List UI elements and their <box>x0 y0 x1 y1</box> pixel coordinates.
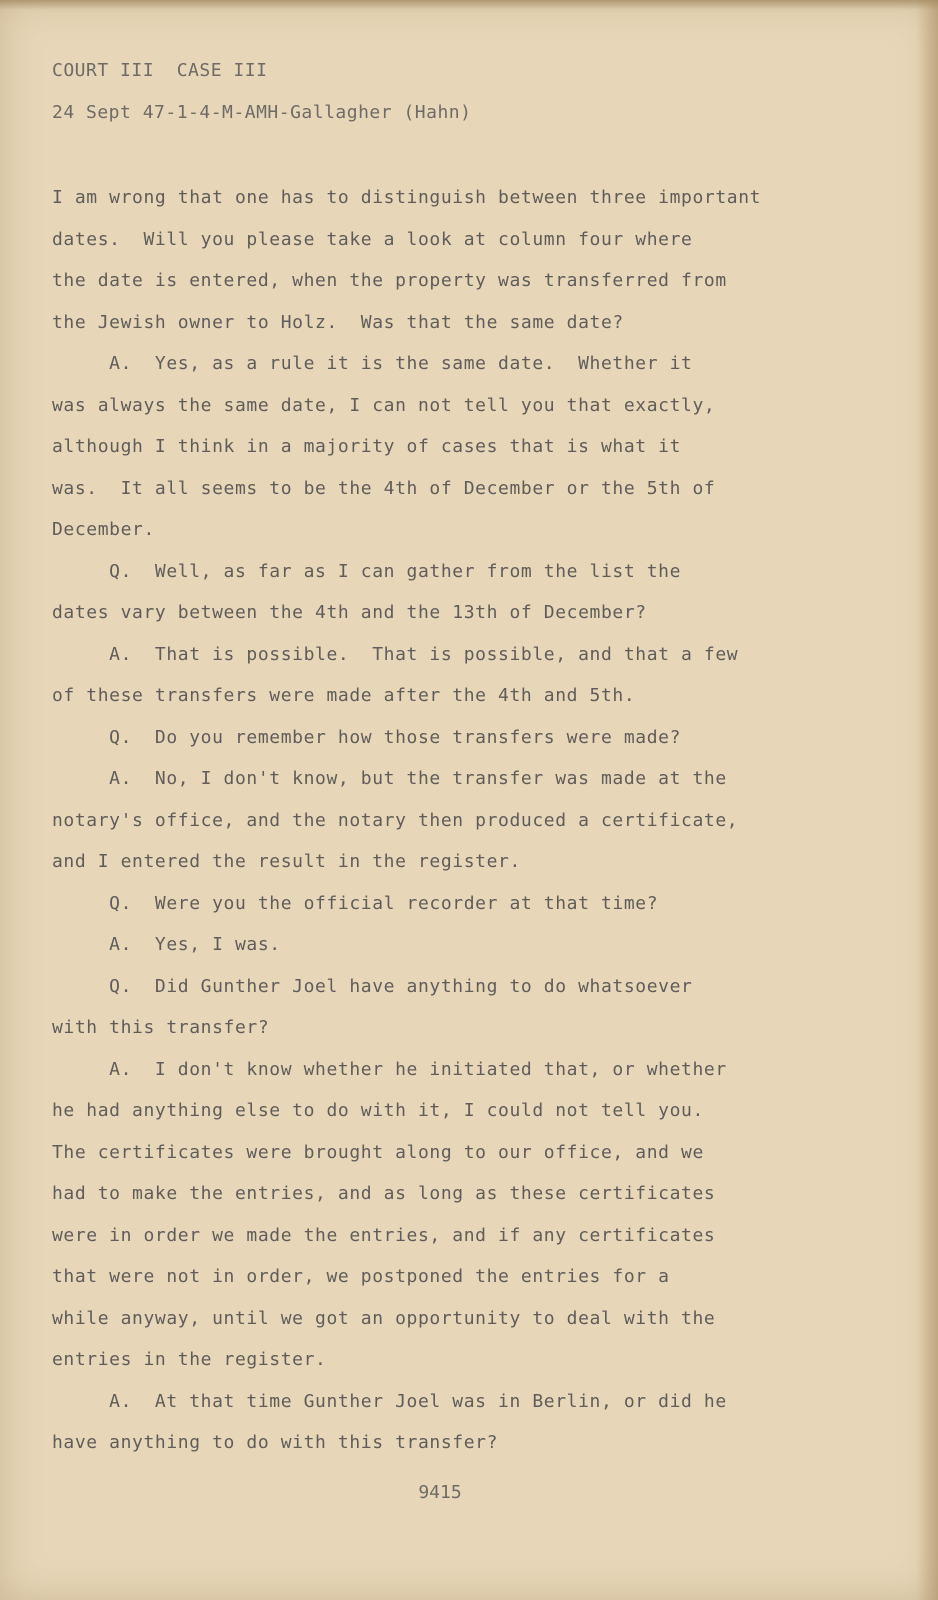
transcript-line: were in order we made the entries, and if any certificates <box>52 1224 716 1246</box>
transcript-line: A. At that time Gunther Joel was in Berlin, or did he <box>52 1390 727 1412</box>
transcript-line: was. It all seems to be the 4th of December or the 5th of <box>52 477 716 499</box>
session-reference-line: 24 Sept 47-1-4-M-AMH-Gallagher (Hahn) <box>52 102 472 123</box>
page-top-edge <box>0 0 938 10</box>
transcript-line: that were not in order, we postponed the entries for a <box>52 1266 670 1287</box>
transcript-line: A. Yes, as a rule it is the same date. Whether it <box>52 353 693 374</box>
transcript-line: Q. Were you the official recorder at that time? <box>52 892 659 914</box>
transcript-line: The certificates were brought along to our office, and we <box>52 1141 704 1163</box>
transcript-line: A. No, I don't know, but the transfer was made at the <box>52 768 727 789</box>
transcript-line: he had anything else to do with it, I could not tell you. <box>52 1100 704 1121</box>
transcript-line: the date is entered, when the property was transferred from <box>52 270 727 291</box>
transcript-body <box>52 186 842 1473</box>
transcript-line: Q. Did Gunther Joel have anything to do whatsoever <box>52 975 693 997</box>
transcript-line: of these transfers were made after the 4th and 5th. <box>52 685 636 706</box>
transcript-line: had to make the entries, and as long as these certificates <box>52 1183 716 1204</box>
transcript-line: while anyway, until we got an opportunity to deal with the <box>52 1307 716 1329</box>
transcript-line: A. I don't know whether he initiated that, or whether <box>52 1058 727 1080</box>
transcript-line: have anything to do with this transfer? <box>52 1432 499 1453</box>
transcript-line: A. That is possible. That is possible, and that a few <box>52 643 739 665</box>
transcript-line: dates vary between the 4th and the 13th of December? <box>52 602 647 623</box>
transcript-line: and I entered the result in the register. <box>52 851 521 872</box>
page-header <box>52 60 471 144</box>
page-right-edge <box>916 0 938 1600</box>
transcript-line: I am wrong that one has to distinguish between three important <box>52 187 762 208</box>
court-case-line: COURT III CASE III <box>52 60 268 81</box>
transcript-line: the Jewish owner to Holz. Was that the same date? <box>52 311 624 333</box>
transcript-line: although I think in a majority of cases that is what it <box>52 436 682 457</box>
transcript-line: Q. Do you remember how those transfers were made? <box>52 726 682 748</box>
transcript-line: with this transfer? <box>52 1017 270 1038</box>
page-number: 9415 <box>418 1482 462 1503</box>
transcript-line: Q. Well, as far as I can gather from the list the <box>52 560 682 582</box>
transcript-line: December. <box>52 519 155 540</box>
transcript-line: A. Yes, I was. <box>52 934 281 955</box>
transcript-line: entries in the register. <box>52 1349 327 1370</box>
transcript-line: notary's office, and the notary then produced a certificate, <box>52 809 739 831</box>
transcript-line: dates. Will you please take a look at column four where <box>52 228 693 250</box>
transcript-line: was always the same date, I can not tell you that exactly, <box>52 394 716 416</box>
